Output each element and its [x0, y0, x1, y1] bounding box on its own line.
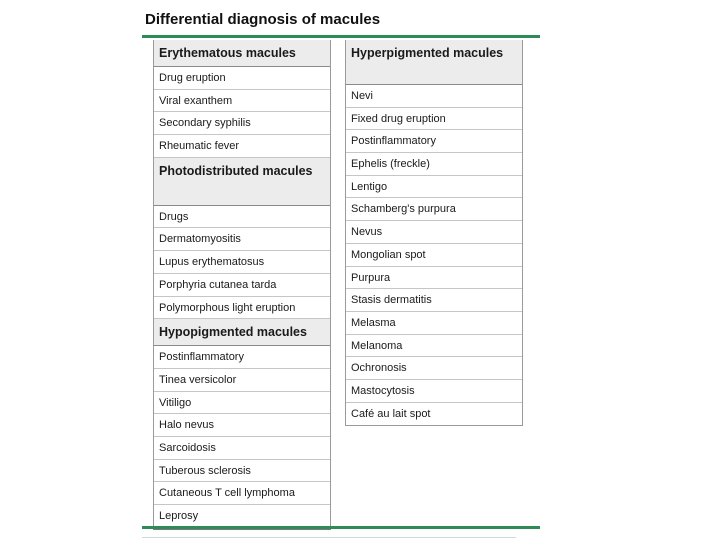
list-item: Nevus	[346, 221, 522, 244]
list-item: Tuberous sclerosis	[154, 460, 330, 483]
list-item: Vitiligo	[154, 392, 330, 415]
section-header-photodistributed-macules: Photodistributed macules	[154, 158, 330, 206]
list-item: Mongolian spot	[346, 244, 522, 267]
list-item: Melasma	[346, 312, 522, 335]
list-item: Rheumatic fever	[154, 135, 330, 158]
list-item: Drug eruption	[154, 67, 330, 90]
list-item: Ochronosis	[346, 357, 522, 380]
list-item: Tinea versicolor	[154, 369, 330, 392]
list-item: Viral exanthem	[154, 90, 330, 113]
footer-line	[142, 537, 516, 538]
left-column	[153, 40, 331, 530]
list-item: Cutaneous T cell lymphoma	[154, 482, 330, 505]
list-item: Mastocytosis	[346, 380, 522, 403]
right-column	[345, 40, 523, 426]
list-item: Secondary syphilis	[154, 112, 330, 135]
list-item: Postinflammatory	[346, 130, 522, 153]
page-title: Differential diagnosis of macules	[145, 11, 381, 28]
list-item: Nevi	[346, 85, 522, 108]
list-item: Café au lait spot	[351, 407, 431, 420]
list-item: Sarcoidosis	[154, 437, 330, 460]
list-item: Halo nevus	[154, 414, 330, 437]
list-item: Stasis dermatitis	[346, 289, 522, 312]
list-item: Polymorphous light eruption	[154, 297, 330, 320]
bottom-divider	[142, 526, 540, 529]
list-item: Lentigo	[346, 176, 522, 199]
list-item: Ephelis (freckle)	[346, 153, 522, 176]
list-item: Drugs	[154, 206, 330, 229]
list-item: Fixed drug eruption	[346, 108, 522, 131]
list-item: Leprosy	[159, 510, 199, 522]
list-item: Purpura	[346, 267, 522, 290]
list-item: Schamberg's purpura	[346, 198, 522, 221]
list-item: Dermatomyositis	[154, 228, 330, 251]
section-header-hyperpigmented-macules: Hyperpigmented macules	[346, 40, 522, 85]
list-item: Melanoma	[346, 335, 522, 358]
list-item: Porphyria cutanea tarda	[154, 274, 330, 297]
top-divider	[142, 35, 540, 38]
section-header-hypopigmented-macules: Hypopigmented macules	[154, 319, 330, 346]
list-item: Postinflammatory	[154, 346, 330, 369]
list-item: Lupus erythematosus	[154, 251, 330, 274]
section-header-erythematous-macules: Erythematous macules	[154, 40, 330, 67]
